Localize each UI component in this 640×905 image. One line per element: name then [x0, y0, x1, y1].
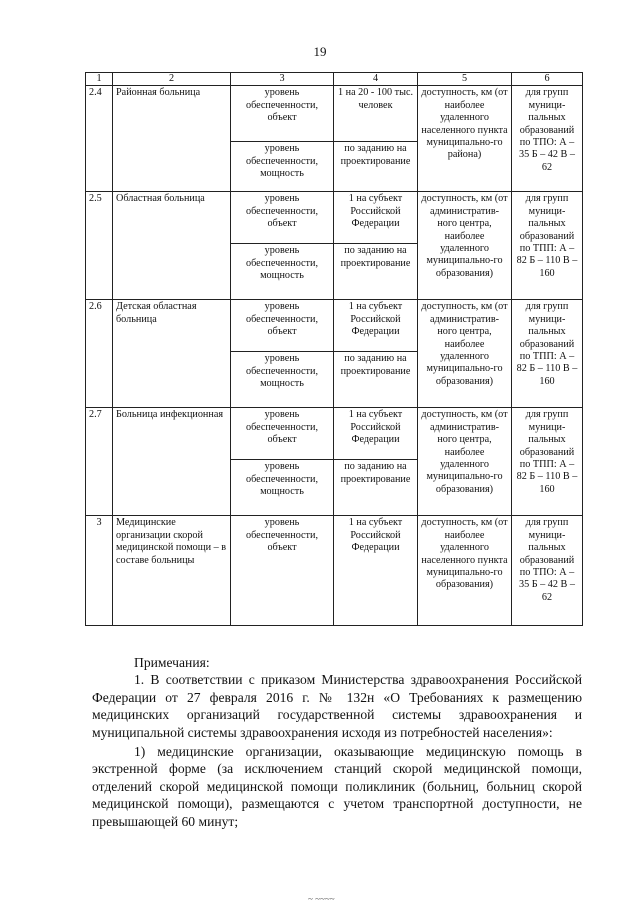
indicator-object: уровень обеспеченности, объект: [231, 408, 334, 460]
row-number: 3: [86, 516, 113, 626]
table-row: [86, 408, 583, 460]
norm-object: 1 на субъект Российской Федерации: [334, 192, 418, 244]
accessibility-cell: доступность, км (от наиболее удаленного населенного пункта муниципально-го образования): [418, 516, 512, 626]
header-cell: 1: [86, 73, 113, 86]
indicator-object: уровень обеспеченности, объект: [231, 192, 334, 244]
indicator-capacity: уровень обеспеченности, мощность: [231, 352, 334, 408]
indicator-capacity: уровень обеспеченности, мощность: [231, 460, 334, 516]
header-cell: 3: [231, 73, 334, 86]
row-number: 2.7: [86, 408, 113, 516]
row-number: 2.5: [86, 192, 113, 300]
indicator-capacity: уровень обеспеченности, мощность: [231, 244, 334, 300]
footer-mark: ~ ~~~~: [308, 894, 335, 904]
accessibility-cell: доступность, км (от административ-ного центра, наиболее удаленного муниципально-го образования): [418, 192, 512, 300]
indicator-object: уровень обеспеченности, объект: [231, 300, 334, 352]
indicator-object: уровень обеспеченности, объект: [231, 516, 334, 626]
groups-cell: для групп муници-пальных образований по ТПП: А – 82 Б – 110 В – 160: [512, 192, 583, 300]
norm-object: 1 на 20 - 100 тыс. человек: [334, 86, 418, 142]
header-cell: 2: [113, 73, 231, 86]
accessibility-cell: доступность, км (от наиболее удаленного населенного пункта муниципально-го района): [418, 86, 512, 192]
norm-object: 1 на субъект Российской Федерации: [334, 300, 418, 352]
norm-capacity: по заданию на проектирование: [334, 460, 418, 516]
table-row: [86, 300, 583, 352]
groups-cell: для групп муници-пальных образований по ТПП: А – 82 Б – 110 В – 160: [512, 408, 583, 516]
accessibility-cell: доступность, км (от административ-ного центра, наиболее удаленного муниципально-го образования): [418, 408, 512, 516]
table-row: [86, 516, 583, 626]
norm-capacity: по заданию на проектирование: [334, 142, 418, 192]
facility-name: Больница инфекционная: [113, 408, 231, 516]
groups-cell: для групп муници-пальных образований по ТПП: А – 82 Б – 110 В – 160: [512, 300, 583, 408]
table-row: [86, 86, 583, 142]
facility-name: Детская областная больница: [113, 300, 231, 408]
groups-cell: для групп муници-пальных образований по ТПО: А – 35 Б – 42 В – 62: [512, 516, 583, 626]
page-number: 19: [313, 44, 327, 59]
notes-paragraph-1: 1. В соответствии с приказом Министерства здравоохранения Российской Федерации от 27 февраля 2016 г. № 132н «О Требованиях к размещению медицинских организаций государственной системы здравоохранения и муниципальной системы здравоохранения исходя из потребностей населения»:: [92, 672, 582, 740]
notes-title: Примечания:: [134, 655, 210, 670]
header-cell: 5: [418, 73, 512, 86]
norm-object: 1 на субъект Российской Федерации: [334, 408, 418, 460]
row-number: 2.6: [86, 300, 113, 408]
facility-name: Областная больница: [113, 192, 231, 300]
norms-table: [85, 72, 583, 626]
notes-block: [92, 654, 582, 830]
table-row: [86, 192, 583, 244]
facility-name: Районная больница: [113, 86, 231, 192]
indicator-capacity: уровень обеспеченности, мощность: [231, 142, 334, 192]
norm-capacity: по заданию на проектирование: [334, 244, 418, 300]
accessibility-cell: доступность, км (от административ-ного центра, наиболее удаленного муниципально-го образования): [418, 300, 512, 408]
groups-cell: для групп муници-пальных образований по ТПО: А – 35 Б – 42 В – 62: [512, 86, 583, 192]
indicator-object: уровень обеспеченности, объект: [231, 86, 334, 142]
norm-capacity: по заданию на проектирование: [334, 352, 418, 408]
notes-paragraph-2: 1) медицинские организации, оказывающие медицинскую помощь в экстренной форме (за исключением станций скорой медицинской помощи, отделений скорой медицинской помощи поликлиник (больниц, больниц скорой медицинской помощи), размещаются с учетом транспортной доступности, не превышающей 60 минут;: [92, 744, 582, 829]
header-cell: 4: [334, 73, 418, 86]
table-header-row: [86, 73, 583, 86]
facility-name: Медицинские организации скорой медицинской помощи – в составе больницы: [113, 516, 231, 626]
row-number: 2.4: [86, 86, 113, 192]
header-cell: 6: [512, 73, 583, 86]
norm-object: 1 на субъект Российской Федерации: [334, 516, 418, 626]
